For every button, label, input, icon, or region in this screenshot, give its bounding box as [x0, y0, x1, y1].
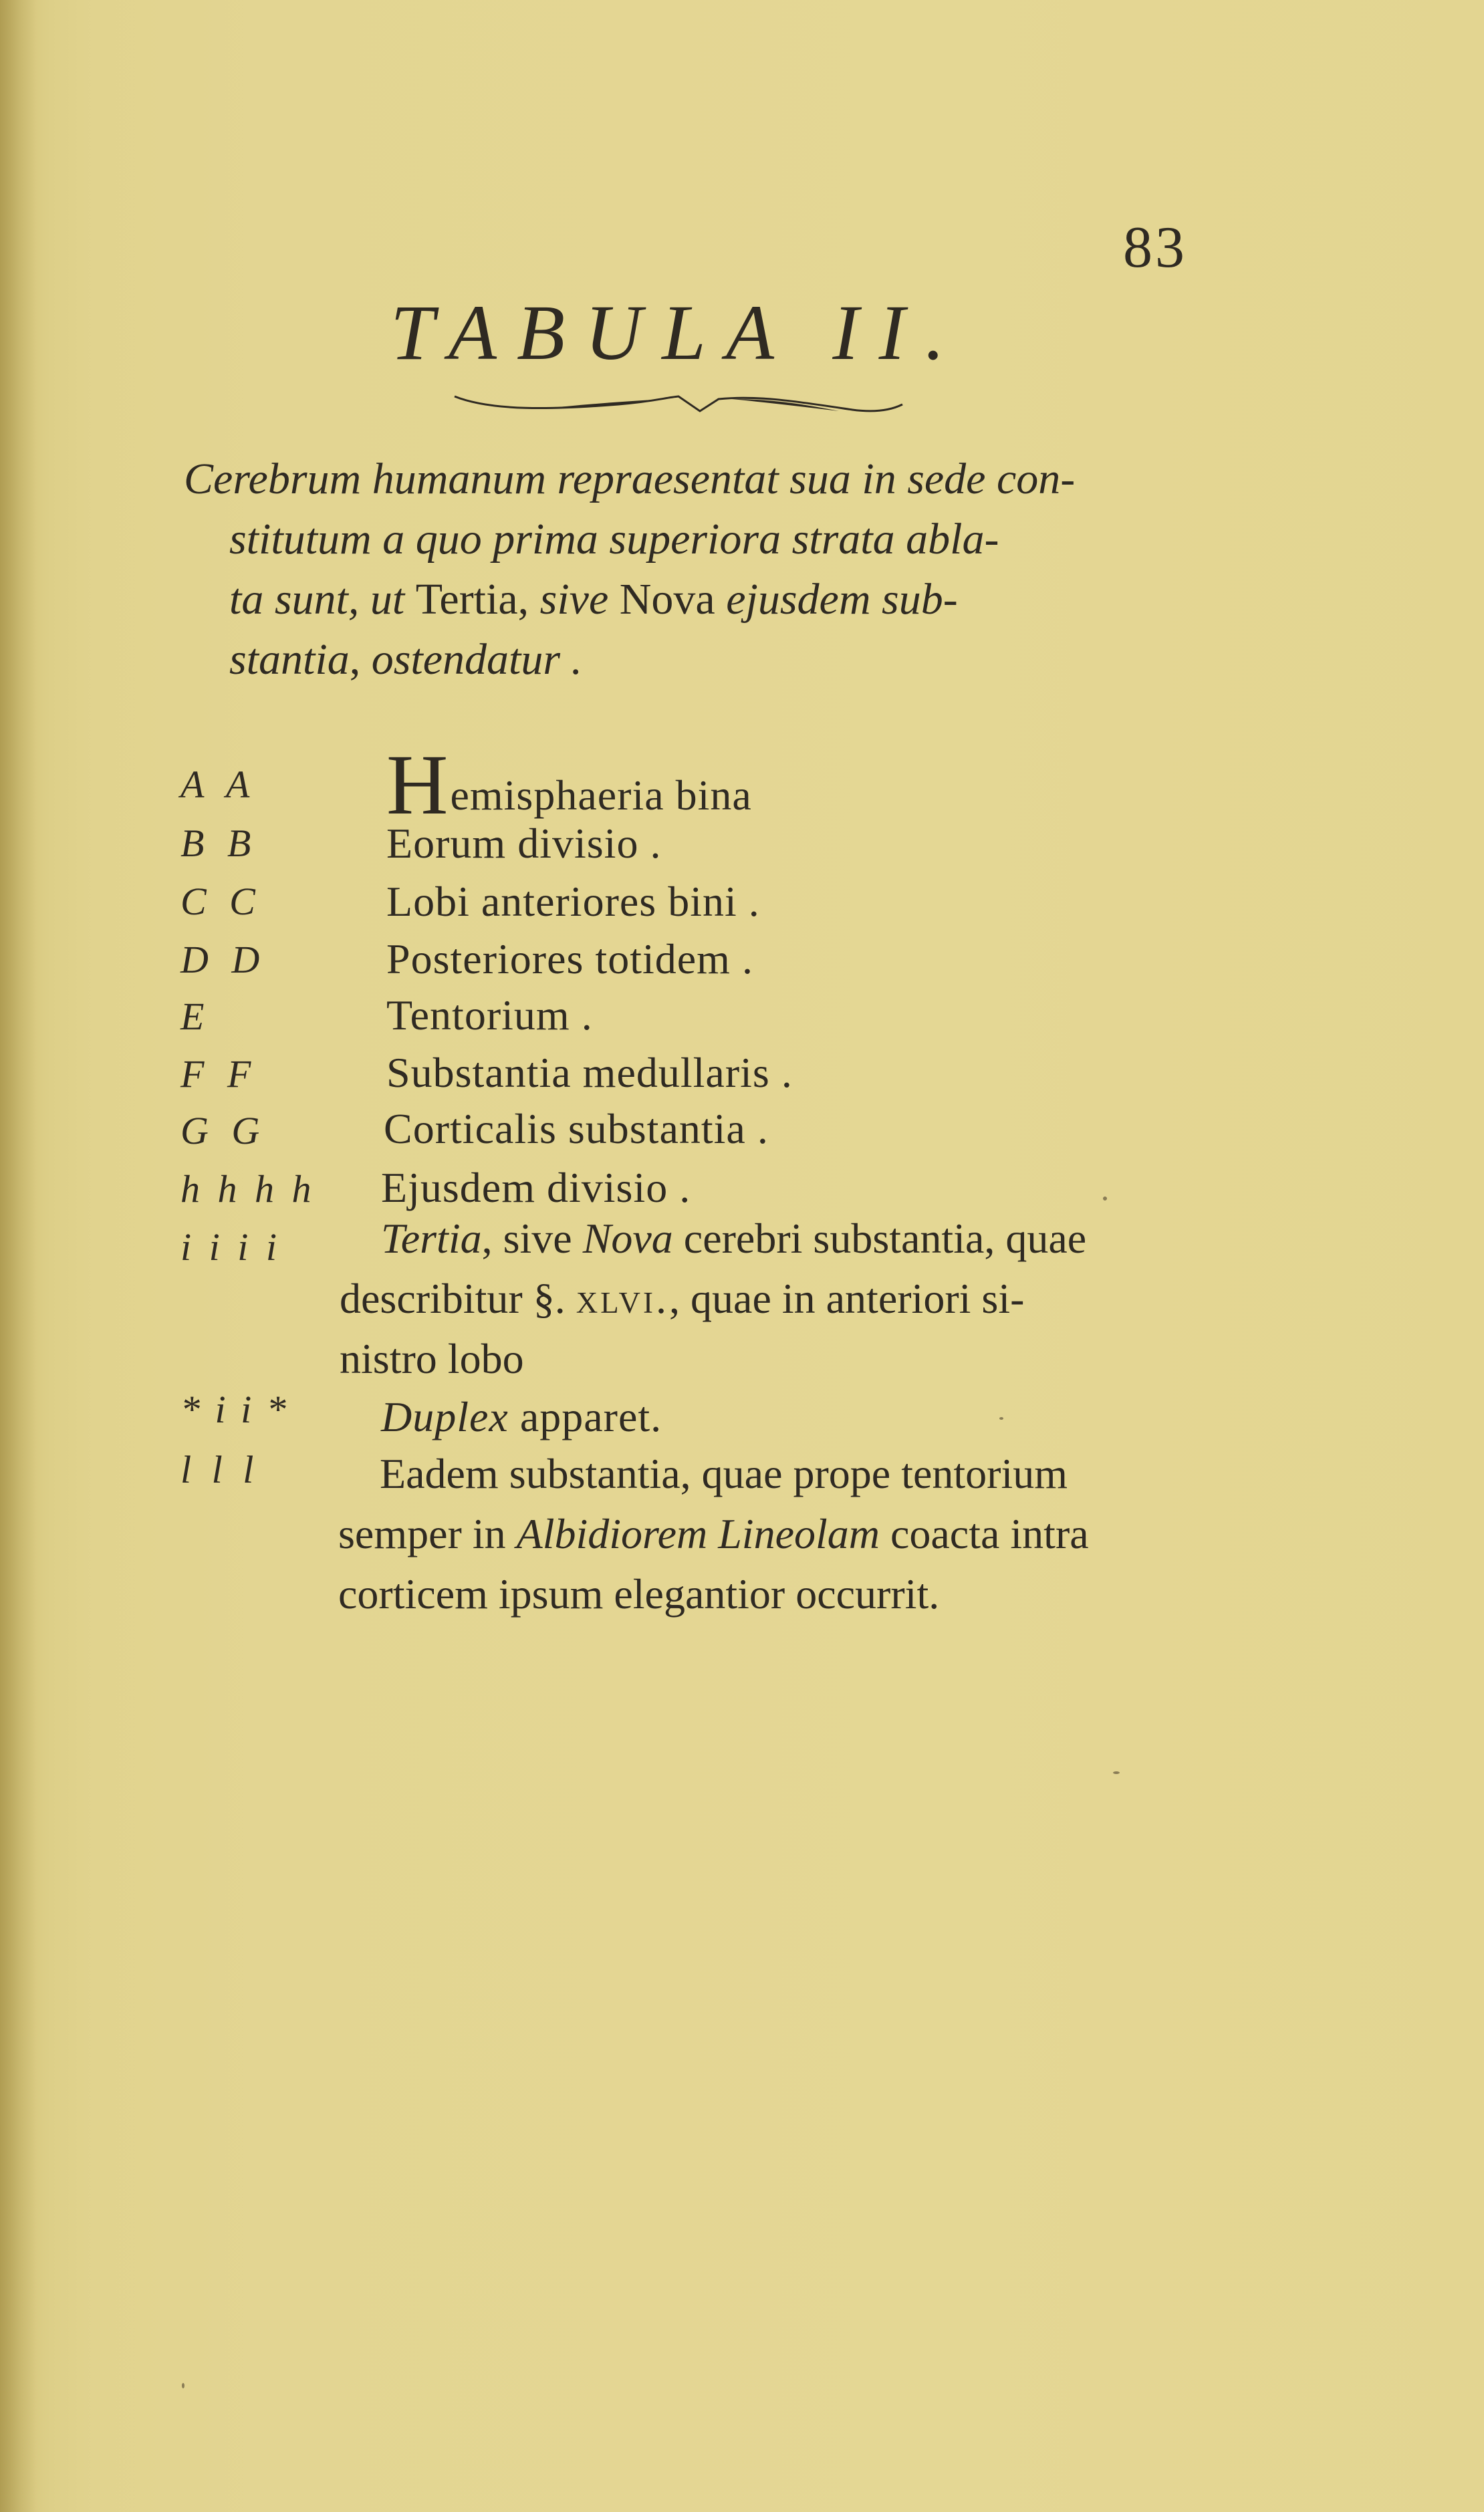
- legend-desc-aa-text: emisphaeria bina: [450, 771, 752, 819]
- plate-description: [184, 449, 1187, 690]
- intro-l3a: ta sunt: [229, 575, 348, 624]
- legend-key-gg: G G: [180, 1109, 267, 1152]
- entry-i-t7: , quae in anteriori si-: [669, 1275, 1025, 1322]
- intro-l4c: ostendatur .: [371, 635, 583, 684]
- entry-ii-t1: Duplex: [381, 1393, 509, 1440]
- entry-i-t4: cerebri substantia, quae: [672, 1215, 1087, 1262]
- legend-desc-dd: Posteriores totidem .: [386, 935, 753, 983]
- intro-l3f: Nova: [608, 575, 727, 624]
- intro-l4b: ,: [349, 635, 372, 684]
- entry-i-t5: describitur §.: [340, 1275, 576, 1322]
- legend-key-bb: B B: [180, 822, 258, 865]
- gutter-shadow: [0, 0, 37, 2512]
- intro-line-3: [184, 570, 1187, 630]
- legend-key-iiii: i i i i: [180, 1225, 281, 1269]
- legend-key-aa: A A: [180, 763, 257, 806]
- entry-l-line-2: [338, 1504, 1174, 1564]
- plate-title: TABULA II.: [390, 289, 965, 376]
- legend-key-lll: l l l: [180, 1448, 259, 1491]
- drop-cap-h: H: [386, 737, 449, 832]
- page-number: 83: [1123, 215, 1187, 280]
- entry-i-t3: Nova: [582, 1215, 673, 1262]
- legend-desc-iiii: [340, 1209, 1175, 1389]
- legend-key-dd: D D: [180, 938, 267, 981]
- legend-key-hhhh: h h h h: [180, 1167, 316, 1211]
- intro-l4a: stantia: [229, 635, 350, 684]
- legend-key-e: E: [180, 995, 211, 1038]
- intro-l3c: Tertia: [415, 575, 518, 624]
- paper-speck: [1113, 1771, 1120, 1774]
- entry-i-t6: xlvi.: [576, 1275, 670, 1322]
- entry-i-line-3: nistro lobo: [340, 1335, 524, 1382]
- intro-line-2-text: stitutum a quo prima superiora strata abla-: [229, 515, 999, 563]
- legend-desc-aa: [386, 737, 752, 832]
- entry-i-t1: Tertia: [381, 1215, 482, 1262]
- intro-line-4: [184, 630, 1187, 690]
- intro-line-1: Cerebrum humanum repraesentat sua in sede con-: [184, 455, 1076, 503]
- intro-l3b: , ut: [348, 575, 416, 624]
- intro-line-2: [184, 509, 1187, 570]
- entry-l-line-1: Eadem substantia, quae prope tentorium: [380, 1450, 1068, 1497]
- paper-speck: [1103, 1197, 1107, 1201]
- legend-key-ff: F F: [180, 1052, 258, 1096]
- paper-speck: [999, 1417, 1003, 1420]
- intro-l3d: ,: [517, 575, 540, 624]
- intro-l3e: sive: [539, 575, 609, 624]
- legend-desc-cc: Lobi anteriores bini .: [386, 878, 760, 925]
- entry-i-line-1: [340, 1209, 1175, 1269]
- legend-desc-e: Tentorium .: [386, 991, 593, 1039]
- legend-desc-bb: Eorum divisio .: [386, 820, 662, 867]
- entry-l-t2: semper in: [338, 1510, 517, 1557]
- entry-l-line-3: corticem ipsum elegantior occurrit.: [338, 1570, 940, 1618]
- legend-key-cc: C C: [180, 880, 262, 923]
- legend-desc-ff: Substantia medullaris .: [386, 1049, 793, 1096]
- intro-l3g: ejusdem sub-: [726, 575, 958, 624]
- legend-desc-lll: [338, 1444, 1174, 1624]
- entry-i-line-2: [340, 1269, 1175, 1329]
- legend-key-ii-star: * i i *: [180, 1388, 289, 1431]
- entry-l-t4: coacta intra: [879, 1510, 1089, 1557]
- legend-desc-gg: Corticalis substantia .: [384, 1105, 769, 1152]
- paper-speck: [182, 2383, 184, 2388]
- title-ornament: [451, 384, 906, 421]
- entry-ii-t2: apparet.: [508, 1393, 662, 1440]
- legend-desc-ii-star: [381, 1392, 662, 1442]
- entry-l-t3: Albidiorem Lineolam: [516, 1510, 880, 1557]
- legend-desc-hhhh: Ejusdem divisio .: [381, 1164, 691, 1211]
- entry-i-t2: , sive: [481, 1215, 583, 1262]
